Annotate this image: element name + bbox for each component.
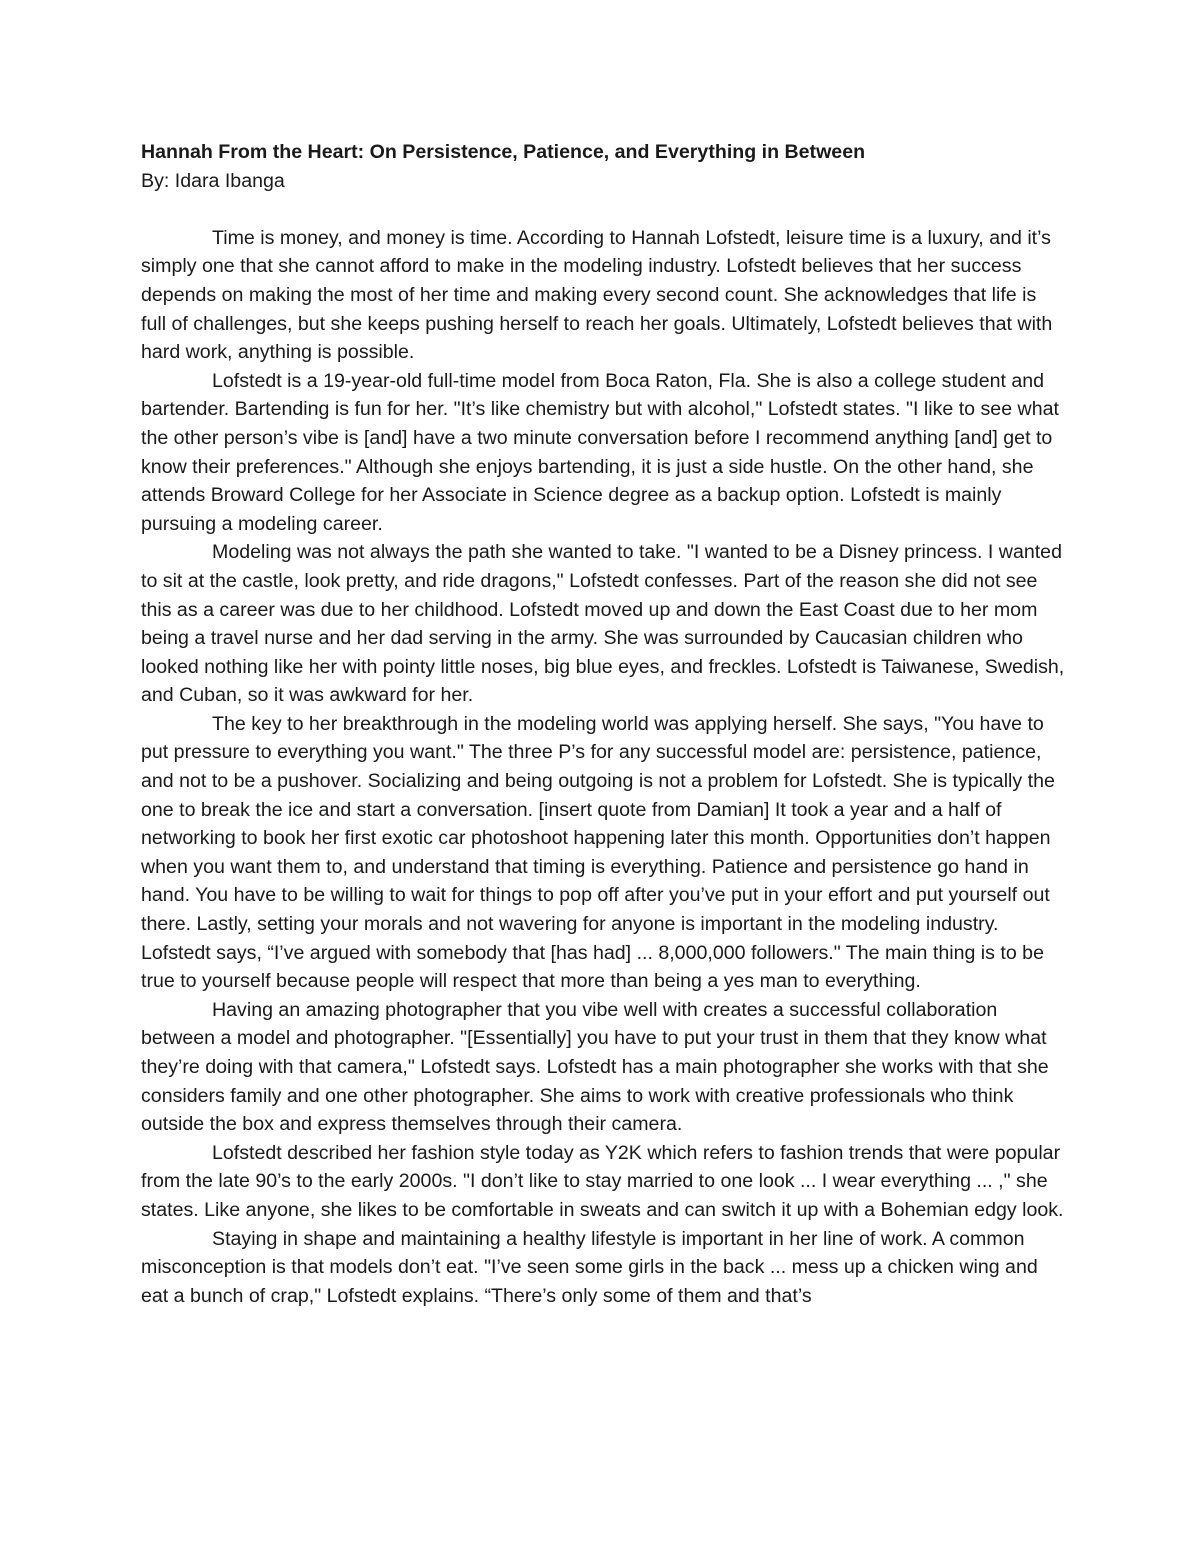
document-page — [141, 138, 1066, 1310]
paragraph-6: Lofstedt described her fashion style today as Y2K which refers to fashion trends that were popular from the late 90’s to the early 2000s. "I don’t like to stay married to one look ... I wear everything ... ," she states. Like anyone, she likes to be comfortable in sweats and can switch it up with a Bohemian edgy look. — [141, 1141, 1064, 1221]
paragraph-2: Lofstedt is a 19-year-old full-time model from Boca Raton, Fla. She is also a college student and bartender. Bartending is fun for her. "It’s like chemistry but with alcohol," Lofstedt states. "I like to see what the other person’s vibe is [and] have a two minute conversation before I recommend anything [and] get to know their preferences." Although she enjoys bartending, it is just a side hustle. On the other hand, she attends Broward College for her Associate in Science degree as a backup option. Lofstedt is mainly pursuing a modeling career. — [141, 369, 1059, 535]
article-title: Hannah From the Heart: On Persistence, Patience, and Everything in Between — [141, 141, 866, 163]
paragraph-4: The key to her breakthrough in the modeling world was applying herself. She says, "You have to put pressure to everything you want." The three P’s for any successful model are: persistence, patience, and not to be a pushover. Socializing and being outgoing is not a problem for Lofstedt. She is typically the one to break the ice and start a conversation. [insert quote from Damian] It took a year and a half of networking to book her first exotic car photoshoot happening later this month. Opportunities don’t happen when you want them to, and understand that timing is everything. Patience and persistence go hand in hand. You have to be willing to wait for things to pop off after you’ve put in your effort and put yourself out there. Lastly, setting your morals and not wavering for anyone is important in the modeling industry. Lofstedt says, “I’ve argued with somebody that [has had] ... 8,000,000 followers." The main thing is to be true to yourself because people will respect that more than being a yes man to everything. — [141, 712, 1055, 993]
paragraph-7: Staying in shape and maintaining a healthy lifestyle is important in her line of work. A common misconception is that models don’t eat. "I’ve seen some girls in the back ... mess up a chicken wing and eat a bunch of crap," Lofstedt explains. “There’s only some of them and that’s — [141, 1227, 1038, 1307]
article-byline: By: Idara Ibanga — [141, 169, 285, 192]
paragraph-3: Modeling was not always the path she wanted to take. "I wanted to be a Disney princess. I wanted to sit at the castle, look pretty, and ride dragons," Lofstedt confesses. Part of the reason she did not see this as a career was due to her childhood. Lofstedt moved up and down the East Coast due to her mom being a travel nurse and her dad serving in the army. She was surrounded by Caucasian children who looked nothing like her with pointy little noses, big blue eyes, and freckles. Lofstedt is Taiwanese, Swedish, and Cuban, so it was awkward for her. — [141, 541, 1065, 707]
paragraph-5: Having an amazing photographer that you vibe well with creates a successful collaboration between a model and photographer. "[Essentially] you have to put your trust in them that they know what they’re doing with that camera," Lofstedt says. Lofstedt has a main photographer she works with that she considers family and one other photographer. She aims to work with creative professionals who think outside the box and express themselves through their camera. — [141, 998, 1049, 1136]
paragraph-1: Time is money, and money is time. According to Hannah Lofstedt, leisure time is a luxury, and it’s simply one that she cannot afford to make in the modeling industry. Lofstedt believes that her success depends on making the most of her time and making every second count. She acknowledges that life is full of challenges, but she keeps pushing herself to reach her goals. Ultimately, Lofstedt believes that with hard work, anything is possible. — [141, 226, 1053, 364]
